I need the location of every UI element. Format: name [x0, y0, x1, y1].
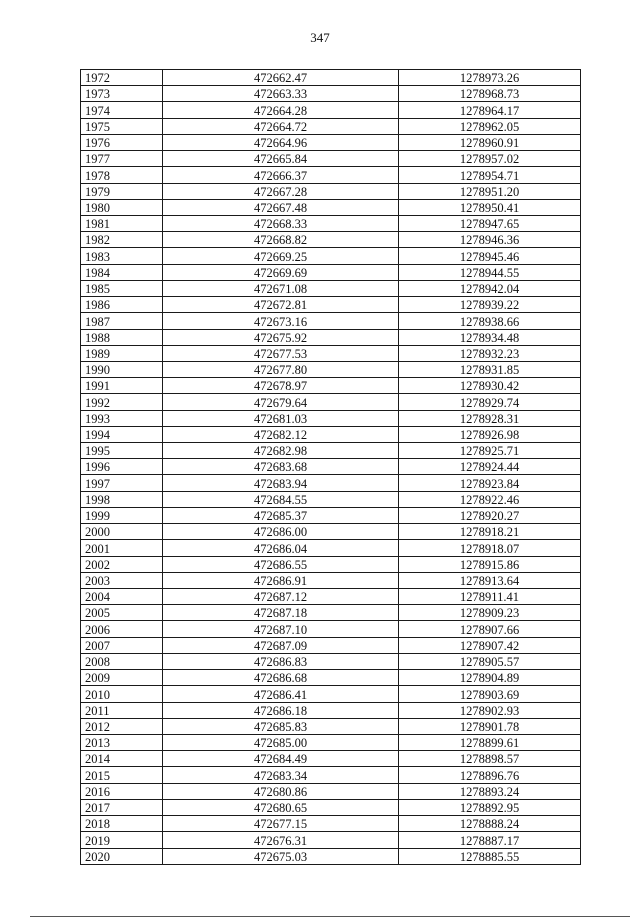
y-coordinate-cell: 1278918.21 — [399, 524, 581, 540]
point-number-cell: 2000 — [81, 524, 163, 540]
y-coordinate-cell: 1278903.69 — [399, 686, 581, 702]
y-coordinate-cell: 1278892.95 — [399, 799, 581, 815]
table-row — [81, 540, 581, 556]
x-coordinate-cell: 472686.04 — [163, 540, 399, 556]
point-number-cell: 2005 — [81, 605, 163, 621]
table-row — [81, 459, 581, 475]
point-number-cell: 2001 — [81, 540, 163, 556]
point-number-cell: 1975 — [81, 118, 163, 134]
point-number-cell: 1976 — [81, 134, 163, 150]
y-coordinate-cell: 1278954.71 — [399, 167, 581, 183]
x-coordinate-cell: 472677.53 — [163, 345, 399, 361]
x-coordinate-cell: 472676.31 — [163, 832, 399, 848]
x-coordinate-cell: 472682.12 — [163, 426, 399, 442]
table-row — [81, 86, 581, 102]
x-coordinate-cell: 472664.72 — [163, 118, 399, 134]
y-coordinate-cell: 1278942.04 — [399, 280, 581, 296]
y-coordinate-cell: 1278885.55 — [399, 848, 581, 864]
point-number-cell: 1993 — [81, 410, 163, 426]
y-coordinate-cell: 1278945.46 — [399, 248, 581, 264]
table-row — [81, 167, 581, 183]
point-number-cell: 2003 — [81, 572, 163, 588]
x-coordinate-cell: 472684.49 — [163, 751, 399, 767]
table-row — [81, 426, 581, 442]
table-row — [81, 329, 581, 345]
x-coordinate-cell: 472675.03 — [163, 848, 399, 864]
table-row — [81, 734, 581, 750]
table-row — [81, 297, 581, 313]
y-coordinate-cell: 1278893.24 — [399, 783, 581, 799]
point-number-cell: 2013 — [81, 734, 163, 750]
x-coordinate-cell: 472686.91 — [163, 572, 399, 588]
y-coordinate-cell: 1278898.57 — [399, 751, 581, 767]
x-coordinate-cell: 472662.47 — [163, 70, 399, 86]
table-row — [81, 767, 581, 783]
table-row — [81, 848, 581, 864]
table-row — [81, 524, 581, 540]
table-row — [81, 70, 581, 86]
table-row — [81, 183, 581, 199]
table-row — [81, 702, 581, 718]
point-number-cell: 1994 — [81, 426, 163, 442]
y-coordinate-cell: 1278907.42 — [399, 637, 581, 653]
point-number-cell: 1979 — [81, 183, 163, 199]
point-number-cell: 1974 — [81, 102, 163, 118]
y-coordinate-cell: 1278904.89 — [399, 670, 581, 686]
x-coordinate-cell: 472686.41 — [163, 686, 399, 702]
y-coordinate-cell: 1278918.07 — [399, 540, 581, 556]
y-coordinate-cell: 1278920.27 — [399, 507, 581, 523]
x-coordinate-cell: 472683.68 — [163, 459, 399, 475]
x-coordinate-cell: 472681.03 — [163, 410, 399, 426]
y-coordinate-cell: 1278951.20 — [399, 183, 581, 199]
table-row — [81, 572, 581, 588]
table-row — [81, 118, 581, 134]
y-coordinate-cell: 1278896.76 — [399, 767, 581, 783]
x-coordinate-cell: 472669.25 — [163, 248, 399, 264]
x-coordinate-cell: 472678.97 — [163, 378, 399, 394]
coordinate-table-body — [81, 70, 581, 865]
point-number-cell: 2017 — [81, 799, 163, 815]
table-row — [81, 475, 581, 491]
x-coordinate-cell: 472686.83 — [163, 653, 399, 669]
point-number-cell: 1999 — [81, 507, 163, 523]
y-coordinate-cell: 1278946.36 — [399, 232, 581, 248]
table-row — [81, 394, 581, 410]
point-number-cell: 1981 — [81, 215, 163, 231]
y-coordinate-cell: 1278939.22 — [399, 297, 581, 313]
x-coordinate-cell: 472686.55 — [163, 556, 399, 572]
x-coordinate-cell: 472663.33 — [163, 86, 399, 102]
x-coordinate-cell: 472671.08 — [163, 280, 399, 296]
x-coordinate-cell: 472687.12 — [163, 589, 399, 605]
point-number-cell: 1997 — [81, 475, 163, 491]
point-number-cell: 1984 — [81, 264, 163, 280]
y-coordinate-cell: 1278962.05 — [399, 118, 581, 134]
table-row — [81, 199, 581, 215]
table-row — [81, 621, 581, 637]
point-number-cell: 2018 — [81, 816, 163, 832]
point-number-cell: 1995 — [81, 443, 163, 459]
x-coordinate-cell: 472672.81 — [163, 297, 399, 313]
point-number-cell: 2006 — [81, 621, 163, 637]
point-number-cell: 2010 — [81, 686, 163, 702]
point-number-cell: 1990 — [81, 361, 163, 377]
table-row — [81, 232, 581, 248]
x-coordinate-cell: 472686.68 — [163, 670, 399, 686]
y-coordinate-cell: 1278902.93 — [399, 702, 581, 718]
point-number-cell: 1986 — [81, 297, 163, 313]
table-row — [81, 280, 581, 296]
table-row — [81, 556, 581, 572]
point-number-cell: 2014 — [81, 751, 163, 767]
point-number-cell: 2009 — [81, 670, 163, 686]
x-coordinate-cell: 472680.86 — [163, 783, 399, 799]
x-coordinate-cell: 472682.98 — [163, 443, 399, 459]
point-number-cell: 1972 — [81, 70, 163, 86]
x-coordinate-cell: 472686.18 — [163, 702, 399, 718]
y-coordinate-cell: 1278938.66 — [399, 313, 581, 329]
y-coordinate-cell: 1278907.66 — [399, 621, 581, 637]
table-row — [81, 832, 581, 848]
point-number-cell: 1978 — [81, 167, 163, 183]
x-coordinate-cell: 472683.34 — [163, 767, 399, 783]
x-coordinate-cell: 472680.65 — [163, 799, 399, 815]
table-row — [81, 653, 581, 669]
y-coordinate-cell: 1278899.61 — [399, 734, 581, 750]
point-number-cell: 2002 — [81, 556, 163, 572]
point-number-cell: 2011 — [81, 702, 163, 718]
x-coordinate-cell: 472687.18 — [163, 605, 399, 621]
x-coordinate-cell: 472667.48 — [163, 199, 399, 215]
table-row — [81, 637, 581, 653]
point-number-cell: 2020 — [81, 848, 163, 864]
y-coordinate-cell: 1278944.55 — [399, 264, 581, 280]
x-coordinate-cell: 472673.16 — [163, 313, 399, 329]
y-coordinate-cell: 1278960.91 — [399, 134, 581, 150]
point-number-cell: 2012 — [81, 718, 163, 734]
x-coordinate-cell: 472669.69 — [163, 264, 399, 280]
x-coordinate-cell: 472668.82 — [163, 232, 399, 248]
point-number-cell: 1980 — [81, 199, 163, 215]
point-number-cell: 1987 — [81, 313, 163, 329]
point-number-cell: 2008 — [81, 653, 163, 669]
y-coordinate-cell: 1278913.64 — [399, 572, 581, 588]
point-number-cell: 2007 — [81, 637, 163, 653]
point-number-cell: 1973 — [81, 86, 163, 102]
y-coordinate-cell: 1278923.84 — [399, 475, 581, 491]
point-number-cell: 1988 — [81, 329, 163, 345]
y-coordinate-cell: 1278957.02 — [399, 151, 581, 167]
x-coordinate-cell: 472664.96 — [163, 134, 399, 150]
table-row — [81, 507, 581, 523]
y-coordinate-cell: 1278915.86 — [399, 556, 581, 572]
point-number-cell: 2004 — [81, 589, 163, 605]
table-row — [81, 686, 581, 702]
y-coordinate-cell: 1278968.73 — [399, 86, 581, 102]
table-row — [81, 378, 581, 394]
table-row — [81, 816, 581, 832]
x-coordinate-cell: 472687.10 — [163, 621, 399, 637]
y-coordinate-cell: 1278929.74 — [399, 394, 581, 410]
x-coordinate-cell: 472684.55 — [163, 491, 399, 507]
table-row — [81, 589, 581, 605]
x-coordinate-cell: 472683.94 — [163, 475, 399, 491]
x-coordinate-cell: 472677.80 — [163, 361, 399, 377]
x-coordinate-cell: 472665.84 — [163, 151, 399, 167]
y-coordinate-cell: 1278924.44 — [399, 459, 581, 475]
table-row — [81, 102, 581, 118]
page-number: 347 — [310, 30, 330, 45]
y-coordinate-cell: 1278926.98 — [399, 426, 581, 442]
y-coordinate-cell: 1278925.71 — [399, 443, 581, 459]
x-coordinate-cell: 472686.00 — [163, 524, 399, 540]
y-coordinate-cell: 1278911.41 — [399, 589, 581, 605]
y-coordinate-cell: 1278930.42 — [399, 378, 581, 394]
y-coordinate-cell: 1278909.23 — [399, 605, 581, 621]
point-number-cell: 2015 — [81, 767, 163, 783]
point-number-cell: 1985 — [81, 280, 163, 296]
point-number-cell: 1998 — [81, 491, 163, 507]
table-row — [81, 248, 581, 264]
table-row — [81, 134, 581, 150]
x-coordinate-cell: 472664.28 — [163, 102, 399, 118]
y-coordinate-cell: 1278887.17 — [399, 832, 581, 848]
table-row — [81, 783, 581, 799]
point-number-cell: 1992 — [81, 394, 163, 410]
point-number-cell: 1991 — [81, 378, 163, 394]
y-coordinate-cell: 1278932.23 — [399, 345, 581, 361]
table-row — [81, 264, 581, 280]
x-coordinate-cell: 472679.64 — [163, 394, 399, 410]
table-row — [81, 670, 581, 686]
y-coordinate-cell: 1278922.46 — [399, 491, 581, 507]
y-coordinate-cell: 1278950.41 — [399, 199, 581, 215]
x-coordinate-cell: 472677.15 — [163, 816, 399, 832]
table-row — [81, 215, 581, 231]
table-row — [81, 345, 581, 361]
table-row — [81, 313, 581, 329]
x-coordinate-cell: 472685.83 — [163, 718, 399, 734]
point-number-cell: 1996 — [81, 459, 163, 475]
table-row — [81, 751, 581, 767]
point-number-cell: 2019 — [81, 832, 163, 848]
table-row — [81, 718, 581, 734]
y-coordinate-cell: 1278934.48 — [399, 329, 581, 345]
x-coordinate-cell: 472685.37 — [163, 507, 399, 523]
table-row — [81, 799, 581, 815]
point-number-cell: 1989 — [81, 345, 163, 361]
table-row — [81, 443, 581, 459]
point-number-cell: 1983 — [81, 248, 163, 264]
table-row — [81, 361, 581, 377]
y-coordinate-cell: 1278888.24 — [399, 816, 581, 832]
x-coordinate-cell: 472685.00 — [163, 734, 399, 750]
point-number-cell: 1977 — [81, 151, 163, 167]
table-row — [81, 605, 581, 621]
y-coordinate-cell: 1278947.65 — [399, 215, 581, 231]
x-coordinate-cell: 472687.09 — [163, 637, 399, 653]
y-coordinate-cell: 1278905.57 — [399, 653, 581, 669]
point-number-cell: 1982 — [81, 232, 163, 248]
coordinate-table — [80, 69, 581, 865]
table-row — [81, 491, 581, 507]
page-bottom-rule — [30, 916, 630, 917]
x-coordinate-cell: 472667.28 — [163, 183, 399, 199]
table-row — [81, 410, 581, 426]
y-coordinate-cell: 1278973.26 — [399, 70, 581, 86]
y-coordinate-cell: 1278931.85 — [399, 361, 581, 377]
x-coordinate-cell: 472675.92 — [163, 329, 399, 345]
point-number-cell: 2016 — [81, 783, 163, 799]
y-coordinate-cell: 1278928.31 — [399, 410, 581, 426]
x-coordinate-cell: 472666.37 — [163, 167, 399, 183]
table-row — [81, 151, 581, 167]
y-coordinate-cell: 1278901.78 — [399, 718, 581, 734]
y-coordinate-cell: 1278964.17 — [399, 102, 581, 118]
x-coordinate-cell: 472668.33 — [163, 215, 399, 231]
